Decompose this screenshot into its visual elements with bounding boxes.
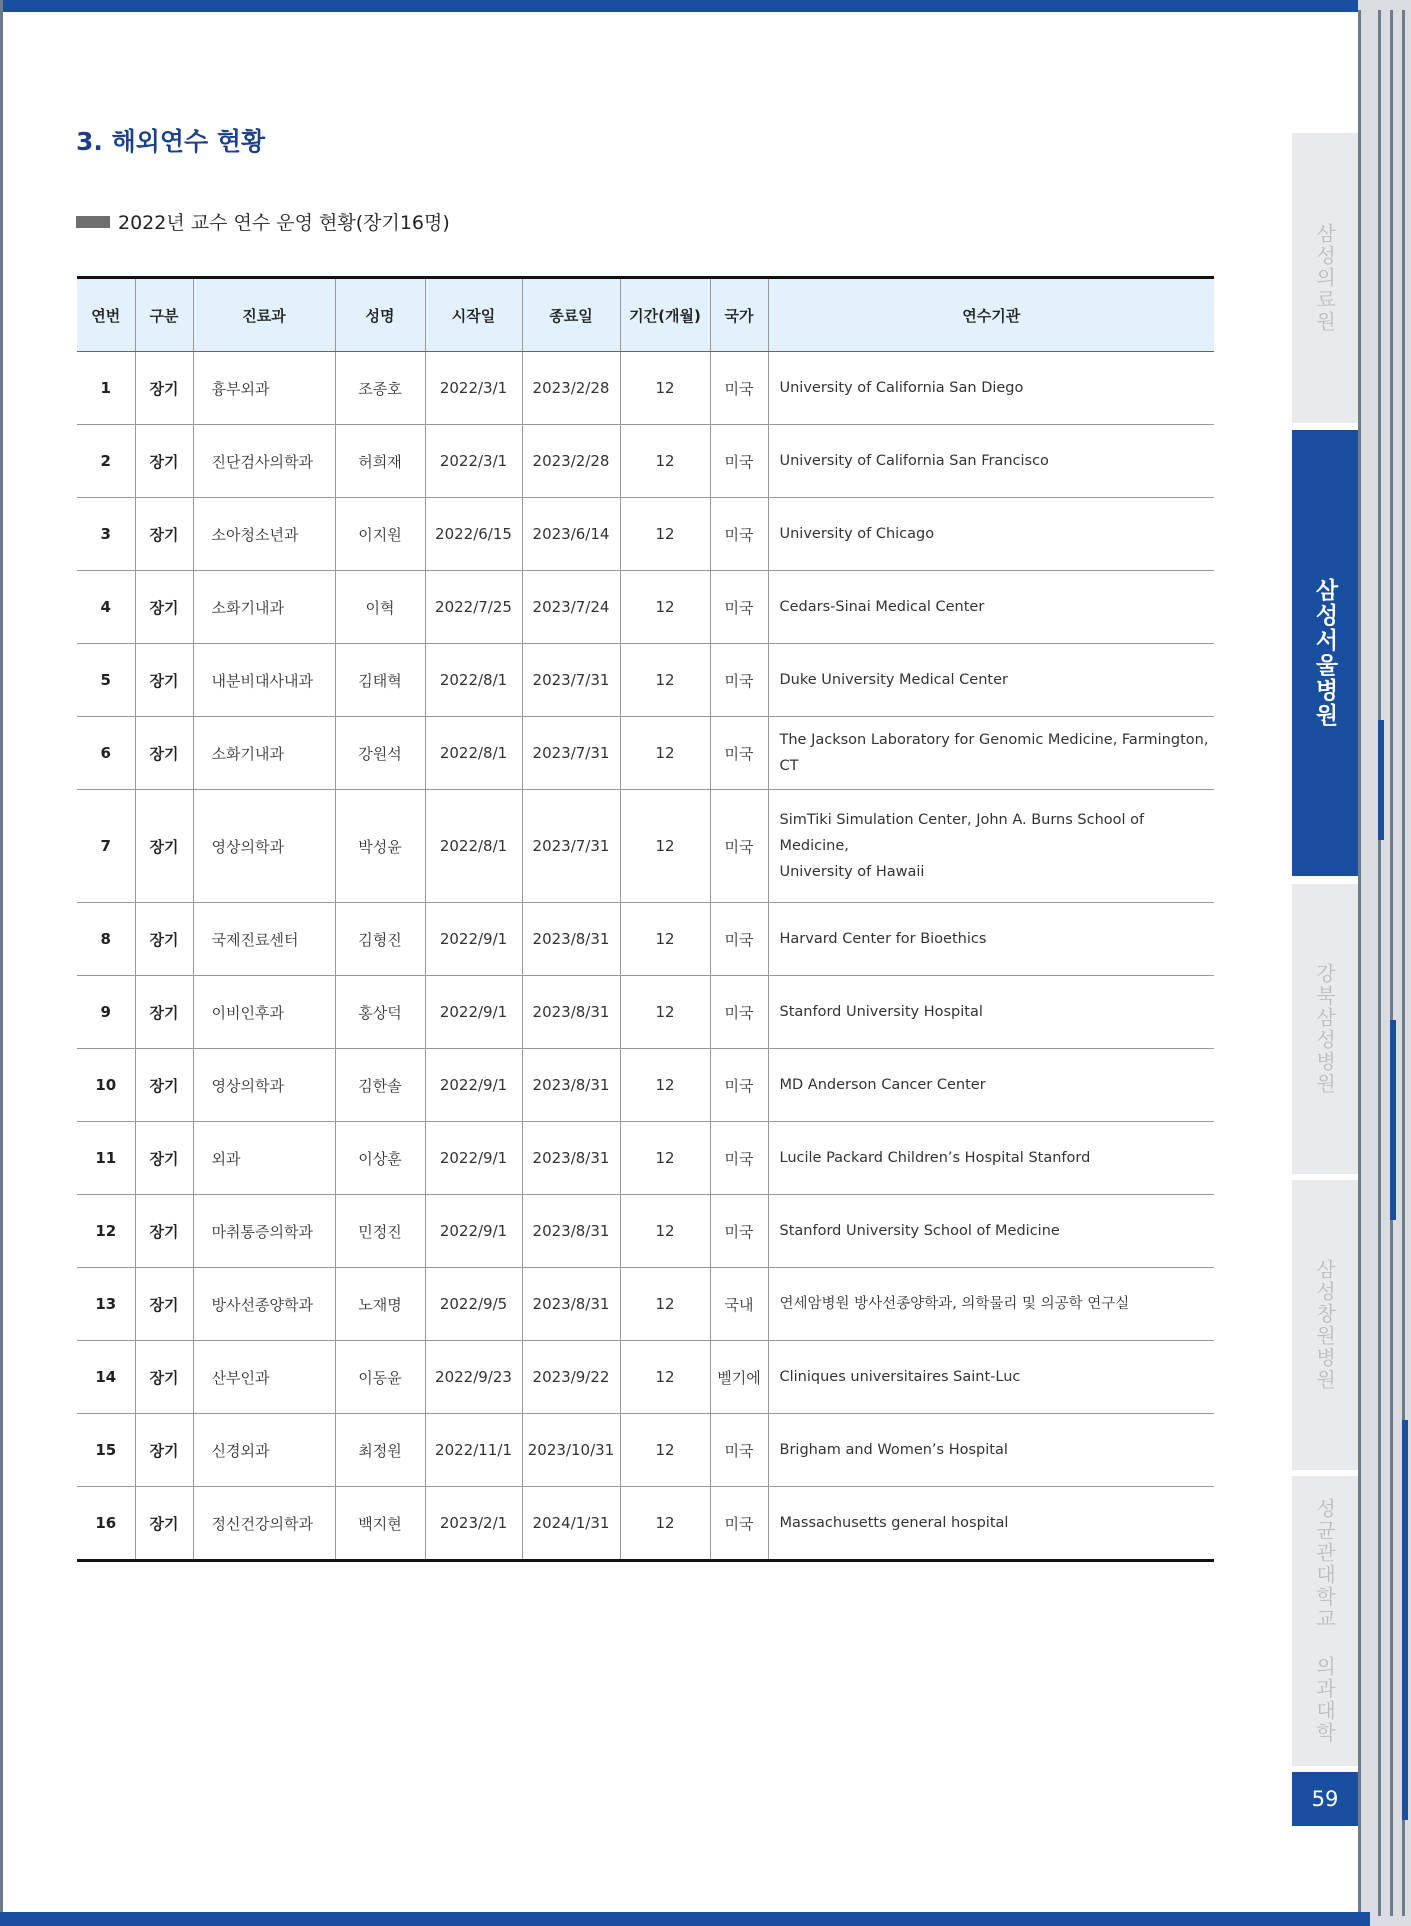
cell-name: 최정원 (335, 1414, 425, 1487)
cell-start: 2022/6/15 (425, 498, 522, 571)
table-row (77, 976, 1214, 1049)
cell-months: 12 (620, 1195, 710, 1268)
cell-type: 장기 (135, 425, 193, 498)
cell-institution (768, 498, 1214, 571)
cell-end: 2023/8/31 (522, 1122, 620, 1195)
cell-start: 2022/3/1 (425, 352, 522, 425)
cell-no: 2 (77, 425, 135, 498)
cell-name: 김한솔 (335, 1049, 425, 1122)
institution-line: Brigham and Women’s Hospital (779, 1442, 1008, 1458)
table-row (77, 1049, 1214, 1122)
header-dept: 진료과 (193, 278, 335, 352)
header-months: 기간(개월) (620, 278, 710, 352)
cell-country: 미국 (710, 1487, 768, 1561)
cell-dept: 산부인과 (193, 1341, 335, 1414)
cell-dept: 소화기내과 (193, 571, 335, 644)
cell-country: 국내 (710, 1268, 768, 1341)
cell-months: 12 (620, 976, 710, 1049)
institution-line: University of California San Diego (779, 380, 1024, 396)
cell-no: 16 (95, 1514, 117, 1532)
institution-line: University of California San Francisco (779, 453, 1049, 469)
cell-end: 2023/6/14 (522, 498, 620, 571)
table-row (77, 571, 1214, 644)
training-table (77, 276, 1214, 1562)
cell-dept: 방사선종양학과 (193, 1268, 335, 1341)
cell-institution (768, 790, 1214, 903)
cell-country: 미국 (710, 425, 768, 498)
header-end: 종료일 (522, 278, 620, 352)
cell-no: 10 (77, 1049, 135, 1122)
table-row (77, 425, 1214, 498)
cell-months: 12 (620, 425, 710, 498)
page-number: 59 (1292, 1772, 1358, 1826)
table-row (77, 1414, 1214, 1487)
table-row (77, 1341, 1214, 1414)
institution-line: MD Anderson Cancer Center (779, 1077, 986, 1093)
cell-no: 15 (77, 1414, 135, 1487)
side-tab-kangbuk-samsung-hospital[interactable] (1292, 884, 1358, 1174)
cell-no: 5 (77, 644, 135, 717)
cell-no: 14 (77, 1341, 135, 1414)
cell-months: 12 (620, 1341, 710, 1414)
cell-type: 장기 (135, 352, 193, 425)
cell-dept: 내분비대사내과 (193, 644, 335, 717)
cell-institution (768, 352, 1214, 425)
cell-end: 2023/7/31 (522, 717, 620, 790)
cell-country: 미국 (710, 903, 768, 976)
side-tab-label: 성균관대학교 의과대학 (1312, 1498, 1337, 1744)
cell-name: 민정진 (335, 1195, 425, 1268)
header-start: 시작일 (425, 278, 522, 352)
institution-line: Cliniques universitaires Saint-Luc (779, 1369, 1021, 1385)
cell-end: 2023/10/31 (522, 1414, 620, 1487)
cell-type: 장기 (135, 644, 193, 717)
cell-name: 조종호 (335, 352, 425, 425)
cell-dept: 신경외과 (193, 1414, 335, 1487)
cell-type: 장기 (135, 1122, 193, 1195)
cell-months: 12 (620, 790, 710, 903)
institution-line: Harvard Center for Bioethics (779, 931, 987, 947)
table-row (77, 1122, 1214, 1195)
cell-dept: 소화기내과 (193, 717, 335, 790)
cell-start: 2022/8/1 (425, 717, 522, 790)
cell-start: 2022/3/1 (425, 425, 522, 498)
cell-name: 김형진 (335, 903, 425, 976)
cell-name: 이혁 (335, 571, 425, 644)
cell-institution (768, 1049, 1214, 1122)
cell-name: 노재명 (335, 1268, 425, 1341)
cell-start: 2022/9/1 (425, 903, 522, 976)
subtitle-marker (76, 216, 110, 228)
cell-institution (768, 425, 1214, 498)
cell-dept: 마취통증의학과 (193, 1195, 335, 1268)
cell-start: 2022/9/5 (425, 1268, 522, 1341)
cell-months: 12 (620, 1049, 710, 1122)
cell-name: 허희재 (335, 425, 425, 498)
table-row (77, 790, 1214, 903)
cell-dept: 영상의학과 (193, 790, 335, 903)
institution-line: Duke University Medical Center (779, 672, 1008, 688)
side-tab-label: 삼성창원병원 (1312, 1259, 1337, 1391)
side-tab-samsung-changwon-hospital[interactable] (1292, 1180, 1358, 1470)
cell-no: 7 (77, 790, 135, 903)
cell-type: 장기 (135, 1414, 193, 1487)
cell-institution (768, 1122, 1214, 1195)
header-type: 구분 (135, 278, 193, 352)
cell-type: 장기 (135, 790, 193, 903)
cell-type: 장기 (135, 903, 193, 976)
cell-dept: 국제진료센터 (193, 903, 335, 976)
cell-country: 미국 (710, 1195, 768, 1268)
cell-institution (768, 1487, 1214, 1561)
cell-end: 2023/7/31 (522, 644, 620, 717)
institution-line: University of Hawaii (779, 864, 925, 880)
cell-country: 미국 (710, 1049, 768, 1122)
cell-institution (768, 1414, 1214, 1487)
cell-months: 12 (620, 644, 710, 717)
cell-institution (768, 1268, 1214, 1341)
table-row (77, 717, 1214, 790)
cell-end: 2023/8/31 (522, 976, 620, 1049)
cell-no: 1 (77, 352, 135, 425)
cell-months: 12 (620, 1122, 710, 1195)
cell-country: 벨기에 (710, 1341, 768, 1414)
institution-line: University of Chicago (779, 526, 935, 542)
institution-line: Stanford University Hospital (779, 1004, 983, 1020)
cell-country: 미국 (710, 1414, 768, 1487)
cell-months: 12 (620, 1268, 710, 1341)
cell-end: 2023/8/31 (522, 1195, 620, 1268)
cell-dept: 정신건강의학과 (193, 1487, 335, 1561)
cell-end: 2023/2/28 (522, 352, 620, 425)
table-row (77, 352, 1214, 425)
cell-name: 홍상덕 (335, 976, 425, 1049)
cell-type: 장기 (135, 1268, 193, 1341)
cell-no: 13 (77, 1268, 135, 1341)
cell-institution (768, 1195, 1214, 1268)
cell-type: 장기 (135, 1195, 193, 1268)
cell-name: 이지원 (335, 498, 425, 571)
cell-name: 김태혁 (335, 644, 425, 717)
cell-months: 12 (620, 498, 710, 571)
cell-institution (768, 1341, 1214, 1414)
cell-end: 2023/9/22 (522, 1341, 620, 1414)
cell-institution (768, 717, 1214, 790)
header-country: 국가 (710, 278, 768, 352)
cell-dept: 흉부외과 (193, 352, 335, 425)
cell-dept: 영상의학과 (193, 1049, 335, 1122)
cell-start: 2022/7/25 (425, 571, 522, 644)
cell-months: 12 (620, 903, 710, 976)
table-header-row (77, 278, 1214, 352)
cell-country: 미국 (710, 644, 768, 717)
cell-country: 미국 (710, 717, 768, 790)
side-tab-label: 삼성의료원 (1312, 223, 1337, 333)
cell-institution (768, 571, 1214, 644)
header-no: 연번 (77, 278, 135, 352)
cell-type: 장기 (135, 1341, 193, 1414)
institution-line: 연세암병원 방사선종양학과, 의학물리 및 의공학 연구실 (779, 1296, 1130, 1312)
cell-end: 2023/8/31 (522, 903, 620, 976)
section-title: 3. 해외연수 현황 (76, 127, 266, 156)
cell-country: 미국 (710, 352, 768, 425)
cell-start: 2022/9/1 (425, 976, 522, 1049)
table-row (77, 1268, 1214, 1341)
cell-country: 미국 (710, 1122, 768, 1195)
cell-no: 11 (77, 1122, 135, 1195)
subtitle-row (76, 208, 450, 235)
cell-dept: 소아청소년과 (193, 498, 335, 571)
cell-country: 미국 (710, 498, 768, 571)
cell-country: 미국 (710, 790, 768, 903)
cell-months: 12 (620, 1487, 710, 1561)
cell-type: 장기 (135, 1487, 193, 1561)
side-tab-label: 강북삼성병원 (1312, 963, 1337, 1095)
cell-country: 미국 (710, 571, 768, 644)
cell-country: 미국 (710, 976, 768, 1049)
institution-line: Cedars-Sinai Medical Center (779, 599, 985, 615)
cell-no: 9 (77, 976, 135, 1049)
cell-no: 8 (77, 903, 135, 976)
side-tab-samsung-medical-center[interactable] (1292, 133, 1358, 423)
side-tab-label: 삼성서울병원 (1311, 578, 1338, 728)
cell-name: 강원석 (335, 717, 425, 790)
table-row (77, 1195, 1214, 1268)
cell-name: 이동윤 (335, 1341, 425, 1414)
cell-end: 2023/8/31 (522, 1268, 620, 1341)
cell-name: 백지현 (335, 1487, 425, 1561)
cell-start: 2022/9/1 (425, 1195, 522, 1268)
cell-no: 3 (77, 498, 135, 571)
table-row (77, 498, 1214, 571)
cell-months: 12 (620, 1414, 710, 1487)
cell-start: 2022/9/1 (425, 1122, 522, 1195)
cell-type: 장기 (135, 976, 193, 1049)
cell-months: 12 (620, 717, 710, 790)
cell-dept: 외과 (193, 1122, 335, 1195)
side-tab-samsung-seoul-hospital[interactable] (1292, 430, 1358, 876)
cell-start: 2022/8/1 (425, 790, 522, 903)
cell-start: 2023/2/1 (425, 1487, 522, 1561)
cell-type: 장기 (135, 571, 193, 644)
cell-dept: 진단검사의학과 (193, 425, 335, 498)
cell-end: 2023/8/31 (522, 1049, 620, 1122)
cell-end: 2023/7/24 (522, 571, 620, 644)
cell-name: 이상훈 (335, 1122, 425, 1195)
cell-no: 6 (77, 717, 135, 790)
top-border (0, 0, 1360, 12)
institution-line: Stanford University School of Medicine (779, 1223, 1060, 1239)
institution-line: Massachusetts general hospital (779, 1515, 1009, 1531)
cell-start: 2022/11/1 (425, 1414, 522, 1487)
cell-institution (768, 976, 1214, 1049)
left-edge (0, 0, 3, 1926)
table-row (77, 903, 1214, 976)
header-institution: 연수기관 (768, 278, 1214, 352)
institution-line: Lucile Packard Children’s Hospital Stanford (779, 1150, 1091, 1166)
table-body (77, 352, 1214, 1561)
cell-no: 4 (77, 571, 135, 644)
cell-end: 2024/1/31 (522, 1487, 620, 1561)
table-row (77, 644, 1214, 717)
cell-start: 2022/9/1 (425, 1049, 522, 1122)
subtitle: 2022년 교수 연수 운영 현황(장기16명) (118, 212, 450, 234)
institution-line: The Jackson Laboratory for Genomic Medicine, Farmington, CT (779, 732, 1209, 774)
cell-start: 2022/8/1 (425, 644, 522, 717)
cell-end: 2023/2/28 (522, 425, 620, 498)
bottom-border (0, 1912, 1370, 1926)
cell-months: 12 (620, 352, 710, 425)
header-name: 성명 (335, 278, 425, 352)
cell-institution (768, 903, 1214, 976)
cell-dept: 이비인후과 (193, 976, 335, 1049)
institution-line: SimTiki Simulation Center, John A. Burns School of Medicine, (779, 812, 1145, 854)
cell-type: 장기 (135, 498, 193, 571)
table-row (77, 1487, 1214, 1561)
cell-no: 12 (77, 1195, 135, 1268)
cell-name: 박성윤 (335, 790, 425, 903)
cell-start: 2022/9/23 (425, 1341, 522, 1414)
cell-type: 장기 (135, 1049, 193, 1122)
side-tab-skku-medicine[interactable] (1292, 1476, 1358, 1766)
cell-type: 장기 (135, 717, 193, 790)
page-stack-edge (1358, 0, 1411, 1926)
cell-end: 2023/7/31 (522, 790, 620, 903)
cell-months: 12 (620, 571, 710, 644)
cell-institution (768, 644, 1214, 717)
